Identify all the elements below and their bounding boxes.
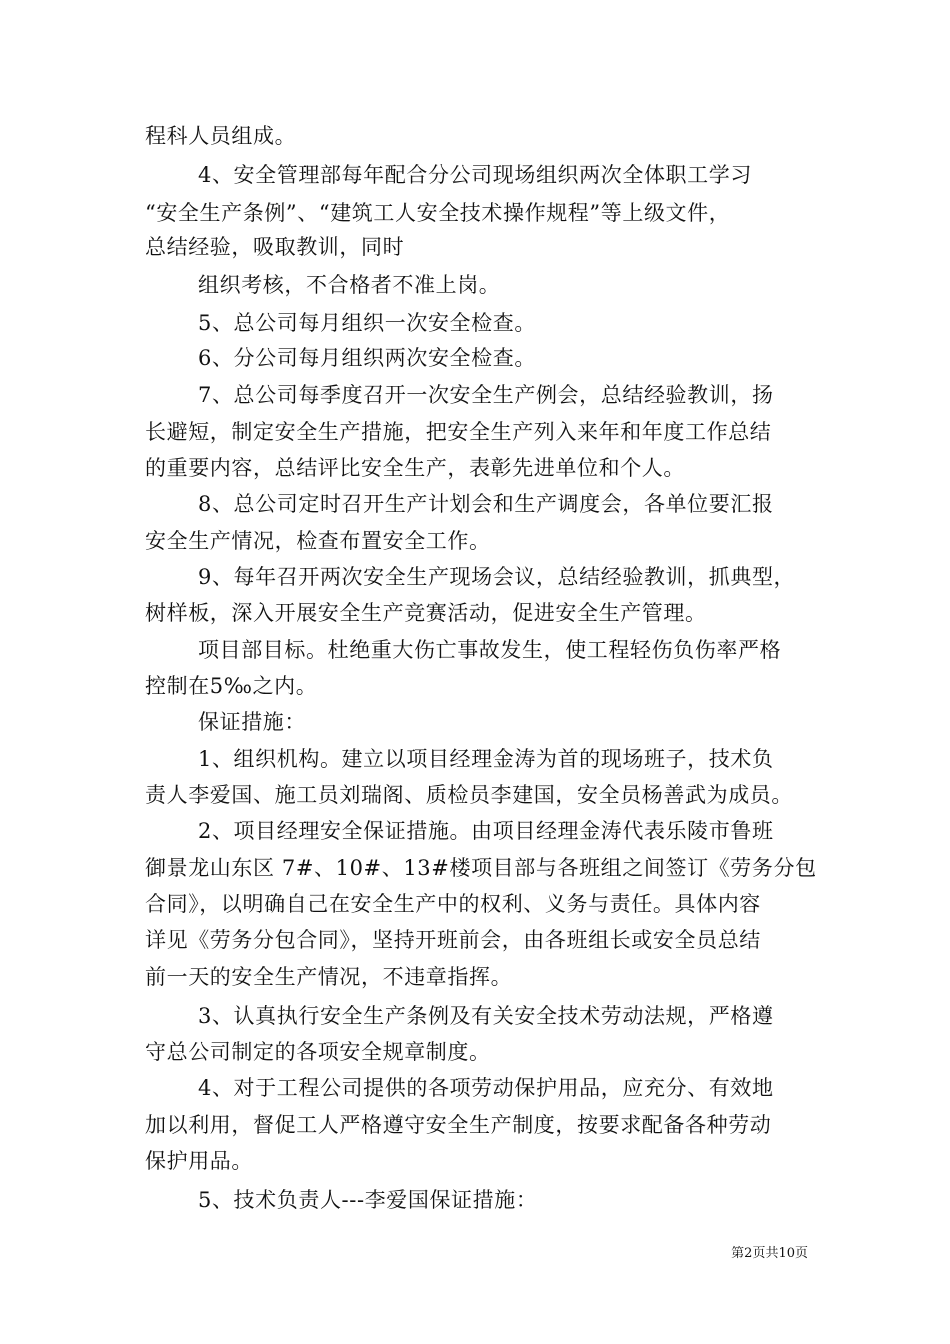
text-line: 程科人员组成。 bbox=[145, 124, 297, 148]
text-line: 项目部目标。杜绝重大伤亡事故发生，使工程轻伤负伤率严格 bbox=[198, 638, 782, 662]
text-line: 前一天的安全生产情况，不违章指挥。 bbox=[145, 965, 513, 989]
text-line: 3、认真执行安全生产条例及有关安全技术劳动法规，严格遵 bbox=[198, 1004, 774, 1028]
text-line: 加以利用，督促工人严格遵守安全生产制度，按要求配备各种劳动 bbox=[145, 1113, 772, 1137]
text-line: 总结经验，吸取教训，同时 bbox=[145, 235, 405, 259]
text-line: 守总公司制定的各项安全规章制度。 bbox=[145, 1040, 491, 1064]
text-line: 控制在5‰之内。 bbox=[145, 674, 318, 698]
text-line: 树样板，深入开展安全生产竞赛活动，促进安全生产管理。 bbox=[145, 601, 707, 625]
text-line: 的重要内容，总结评比安全生产，表彰先进单位和个人。 bbox=[145, 456, 685, 480]
text-line: 详见《劳务分包合同》，坚持开班前会，由各班组长或安全员总结 bbox=[145, 928, 761, 952]
text-line: 5、总公司每月组织一次安全检查。 bbox=[198, 311, 536, 335]
text-line: 御景龙山东区 7#、10#、13#楼项目部与各班组之间签订《劳务分包 bbox=[145, 856, 817, 880]
text-line: 4、对于工程公司提供的各项劳动保护用品，应充分、有效地 bbox=[198, 1076, 774, 1100]
text-line: 5、技术负责人---李爱国保证措施： bbox=[198, 1188, 538, 1212]
text-line: 安全生产情况，检查布置安全工作。 bbox=[145, 529, 491, 553]
text-line: 保证措施： bbox=[198, 710, 306, 734]
text-line: 7、总公司每季度召开一次安全生产例会，总结经验教训，扬 bbox=[198, 383, 774, 407]
text-line: 8、总公司定时召开生产计划会和生产调度会，各单位要汇报 bbox=[198, 492, 774, 516]
text-line: 9、每年召开两次安全生产现场会议，总结经验教训，抓典型， bbox=[198, 565, 796, 589]
text-line: “安全生产条例”、“建筑工人安全技术操作规程”等上级文件， bbox=[145, 201, 731, 225]
text-line: 4、安全管理部每年配合分公司现场组织两次全体职工学习 bbox=[198, 163, 752, 187]
text-line: 保护用品。 bbox=[145, 1149, 253, 1173]
text-line: 合同》，以明确自己在安全生产中的权利、义务与责任。具体内容 bbox=[145, 892, 761, 916]
text-line: 组织考核，不合格者不准上岗。 bbox=[198, 273, 501, 297]
text-line: 责人李爱国、施工员刘瑞阁、质检员李建国，安全员杨善武为成员。 bbox=[145, 783, 793, 807]
text-line: 1、组织机构。建立以项目经理金涛为首的现场班子，技术负 bbox=[198, 747, 774, 771]
text-line: 6、分公司每月组织两次安全检查。 bbox=[198, 346, 536, 370]
text-line: 2、项目经理安全保证措施。由项目经理金涛代表乐陵市鲁班 bbox=[198, 819, 774, 843]
text-line: 长避短，制定安全生产措施，把安全生产列入来年和年度工作总结 bbox=[145, 420, 772, 444]
page-number: 第2页共10页 bbox=[731, 1246, 808, 1261]
